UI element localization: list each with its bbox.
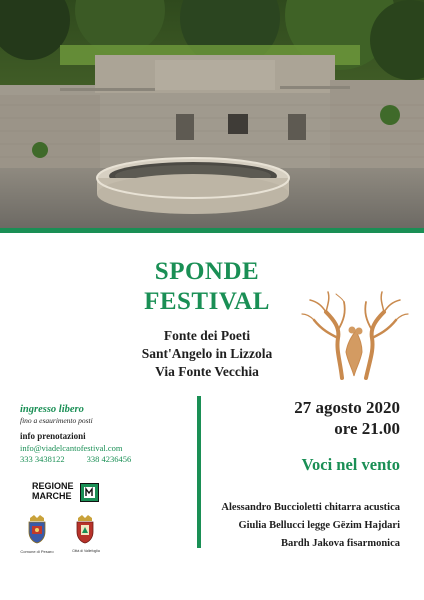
vertical-divider (197, 396, 201, 548)
venue-line2: Sant'Angelo in Lizzola (141, 346, 273, 361)
info-block (20, 404, 195, 465)
venue-line3: Via Fonte Vecchia (155, 364, 259, 379)
comune-pesaro-label: Comune di Pesaro (20, 549, 54, 554)
regione-line1: REGIONE (32, 481, 74, 491)
vallefoglia-crest-icon (74, 514, 96, 544)
festival-title-line2: FESTIVAL (144, 288, 270, 315)
regione-marche-logo-icon (32, 482, 98, 502)
phone-number[interactable]: 338 4236456 (86, 454, 132, 464)
performer-line: Bardh Jakova fisarmonica (280, 538, 400, 549)
green-divider-band (0, 228, 424, 233)
performer-line: Alessandro Buccioletti chitarra acustica (221, 502, 400, 513)
regione-line2: MARCHE (32, 490, 72, 501)
venue-line1: Fonte dei Poeti (163, 328, 251, 343)
regione-mark-icon (80, 483, 99, 502)
pesaro-crest-icon (26, 514, 48, 544)
event-date-block (294, 397, 400, 439)
booking-email[interactable]: info@viadelcantofestival.com (20, 443, 123, 453)
comune-vallefoglia-label: Città di Vallefoglia (72, 549, 100, 553)
fountain-photo (0, 0, 424, 228)
event-date: 27 agosto 2020 (294, 398, 400, 417)
phone-number[interactable]: 333 3438122 (20, 454, 65, 464)
two-trees-embracing-icon (300, 290, 410, 380)
performer-line: Giulia Bellucci legge Gëzim Hajdari (238, 520, 400, 531)
fountain-photo-illustration (0, 0, 424, 228)
event-subtitle: Voci nel vento (301, 455, 400, 474)
free-entry-note: fino a esaurimento posti (20, 416, 93, 425)
booking-label: info prenotazioni (20, 431, 86, 441)
booking-phones (20, 454, 195, 465)
free-entry-label: ingresso libero (20, 404, 84, 415)
event-time: ore 21.00 (334, 419, 400, 438)
festival-title-line1: SPONDE (154, 258, 260, 285)
regione-logo-text (32, 482, 74, 501)
